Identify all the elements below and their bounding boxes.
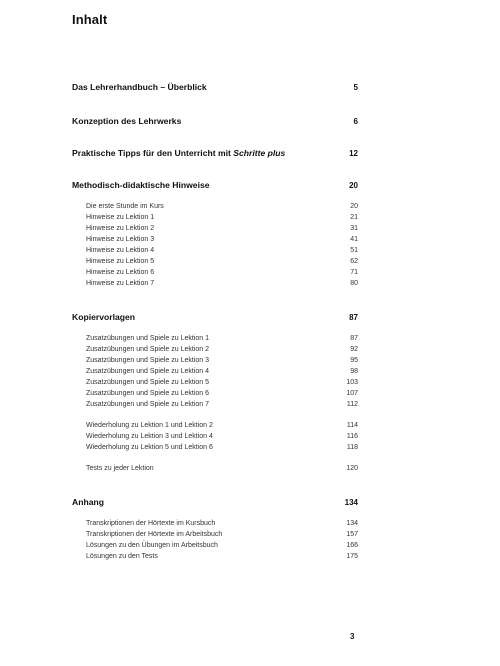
toc-entry[interactable] xyxy=(86,433,358,444)
section-title: Das Lehrerhandbuch – Überblick xyxy=(72,82,207,92)
entry-page-number: 116 xyxy=(346,433,358,440)
entry-page-number: 95 xyxy=(350,357,358,364)
entry-label: Lösungen zu den Tests xyxy=(86,553,158,560)
entry-label: Zusatzübungen und Spiele zu Lektion 5 xyxy=(86,379,209,386)
toc-section-methodisch[interactable] xyxy=(72,180,358,194)
entry-page-number: 21 xyxy=(350,214,358,221)
entry-label: Transkriptionen der Hörtexte im Arbeitsbuch xyxy=(86,531,223,538)
entry-page-number: 120 xyxy=(346,465,358,472)
section-page-number: 12 xyxy=(349,149,358,158)
page-title: Inhalt xyxy=(72,12,108,27)
entry-label: Wiederholung zu Lektion 1 und Lektion 2 xyxy=(86,422,213,429)
entry-label: Hinweise zu Lektion 5 xyxy=(86,258,155,265)
entry-label: Wiederholung zu Lektion 3 und Lektion 4 xyxy=(86,433,213,440)
entry-page-number: 92 xyxy=(350,346,358,353)
entry-label: Hinweise zu Lektion 7 xyxy=(86,280,155,287)
toc-section-praktische-tipps[interactable] xyxy=(72,148,358,162)
toc-entry[interactable] xyxy=(86,225,358,236)
entry-page-number: 98 xyxy=(350,368,358,375)
toc-entry[interactable] xyxy=(86,346,358,357)
section-title-italic: Schritte plus xyxy=(233,148,286,158)
toc-entry[interactable] xyxy=(86,368,358,379)
toc-entry[interactable] xyxy=(86,542,358,553)
toc-entry[interactable] xyxy=(86,520,358,531)
entry-page-number: 118 xyxy=(346,444,358,451)
section-page-number: 20 xyxy=(349,181,358,190)
entry-label: Tests zu jeder Lektion xyxy=(86,465,154,472)
entry-page-number: 134 xyxy=(346,520,358,527)
section-title: Anhang xyxy=(72,497,104,507)
toc-entry[interactable] xyxy=(86,465,358,476)
entry-label: Hinweise zu Lektion 6 xyxy=(86,269,155,276)
entry-page-number: 20 xyxy=(350,203,358,210)
entry-label: Hinweise zu Lektion 4 xyxy=(86,247,155,254)
toc-entry[interactable] xyxy=(86,390,358,401)
toc-entry[interactable] xyxy=(86,357,358,368)
entry-label: Lösungen zu den Übungen im Arbeitsbuch xyxy=(86,542,218,549)
toc-entry[interactable] xyxy=(86,258,358,269)
toc-section-overview[interactable] xyxy=(72,82,358,96)
entry-label: Hinweise zu Lektion 1 xyxy=(86,214,155,221)
toc-entry[interactable] xyxy=(86,553,358,564)
entry-page-number: 175 xyxy=(346,553,358,560)
entry-label: Hinweise zu Lektion 3 xyxy=(86,236,155,243)
toc-entry[interactable] xyxy=(86,401,358,412)
entry-label: Zusatzübungen und Spiele zu Lektion 4 xyxy=(86,368,209,375)
entry-page-number: 80 xyxy=(350,280,358,287)
page-number: 3 xyxy=(350,632,355,641)
section-page-number: 87 xyxy=(349,313,358,322)
toc-section-konzeption[interactable] xyxy=(72,116,358,130)
toc-entry[interactable] xyxy=(86,335,358,346)
entry-label: Zusatzübungen und Spiele zu Lektion 6 xyxy=(86,390,209,397)
entry-page-number: 51 xyxy=(350,247,358,254)
toc-entry[interactable] xyxy=(86,280,358,291)
entry-page-number: 107 xyxy=(346,390,358,397)
entry-page-number: 71 xyxy=(350,269,358,276)
section-title-text: Praktische Tipps für den Unterricht mit xyxy=(72,148,234,158)
toc-entry[interactable] xyxy=(86,379,358,390)
entry-page-number: 62 xyxy=(350,258,358,265)
section-title: Kopiervorlagen xyxy=(72,312,136,322)
entry-label: Zusatzübungen und Spiele zu Lektion 2 xyxy=(86,346,209,353)
toc-section-anhang[interactable] xyxy=(72,497,358,511)
entry-label: Zusatzübungen und Spiele zu Lektion 7 xyxy=(86,401,209,408)
entry-page-number: 112 xyxy=(346,401,358,408)
section-title: Methodisch-didaktische Hinweise xyxy=(72,180,210,190)
entry-label: Transkriptionen der Hörtexte im Kursbuch xyxy=(86,520,216,527)
entry-label: Zusatzübungen und Spiele zu Lektion 1 xyxy=(86,335,209,342)
entry-page-number: 114 xyxy=(346,422,358,429)
section-page-number: 6 xyxy=(353,117,358,126)
toc-entry[interactable] xyxy=(86,422,358,433)
entry-page-number: 103 xyxy=(346,379,358,386)
entry-page-number: 157 xyxy=(346,531,358,538)
toc-entry[interactable] xyxy=(86,531,358,542)
toc-entry[interactable] xyxy=(86,203,358,214)
entry-label: Hinweise zu Lektion 2 xyxy=(86,225,155,232)
section-title: Konzeption des Lehrwerks xyxy=(72,116,182,126)
section-title xyxy=(72,148,285,158)
section-page-number: 134 xyxy=(344,498,358,507)
entry-page-number: 31 xyxy=(350,225,358,232)
toc-entry[interactable] xyxy=(86,269,358,280)
toc-section-kopiervorlagen[interactable] xyxy=(72,312,358,326)
section-page-number: 5 xyxy=(353,83,358,92)
entry-page-number: 41 xyxy=(350,236,358,243)
toc-entry[interactable] xyxy=(86,214,358,225)
toc-entry[interactable] xyxy=(86,236,358,247)
toc-entry[interactable] xyxy=(86,444,358,455)
toc-entry[interactable] xyxy=(86,247,358,258)
entry-label: Die erste Stunde im Kurs xyxy=(86,203,164,210)
entry-label: Wiederholung zu Lektion 5 und Lektion 6 xyxy=(86,444,213,451)
entry-label: Zusatzübungen und Spiele zu Lektion 3 xyxy=(86,357,209,364)
entry-page-number: 87 xyxy=(350,335,358,342)
entry-page-number: 166 xyxy=(346,542,358,549)
